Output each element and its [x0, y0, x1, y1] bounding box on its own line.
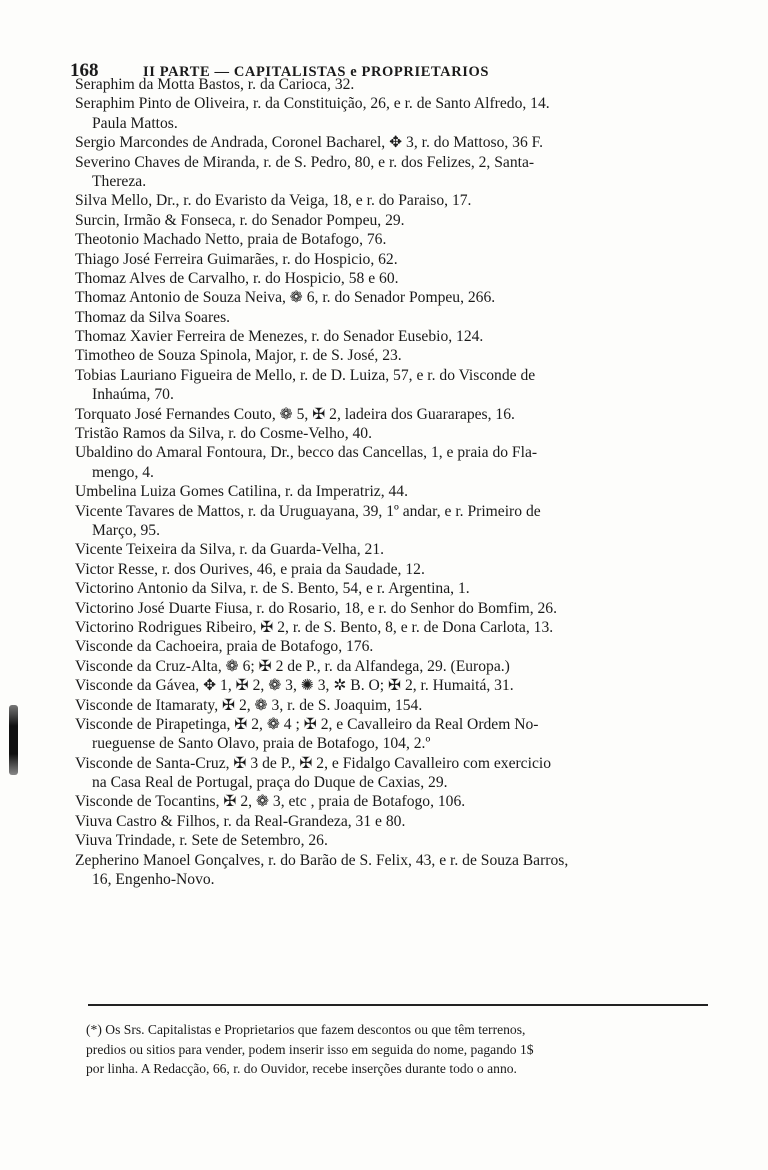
footnote-line: (*) Os Srs. Capitalistas e Proprietarios que fazem descontos ou que têm terrenos, — [86, 1022, 526, 1037]
directory-entry — [75, 696, 715, 715]
entry-line: Visconde de Tocantins, ✠ 2, ❁ 3, etc , praia de Botafogo, 106. — [75, 793, 466, 811]
footnote-line: predios ou sitios para vender, podem inserir isso em seguida do nome, pagando 1$ — [86, 1041, 534, 1057]
directory-entry — [75, 443, 715, 482]
entry-line: Sergio Marcondes de Andrada, Coronel Bacharel, ✥ 3, r. do Mattoso, 36 F. — [75, 134, 543, 152]
entry-continuation: 16, Engenho-Novo. — [92, 871, 215, 889]
directory-entry — [75, 502, 715, 541]
entry-line: Victor Resse, r. dos Ourives, 46, e praia da Saudade, 12. — [75, 560, 425, 578]
entry-continuation: Inhaúma, 70. — [92, 386, 174, 404]
directory-entry — [75, 560, 715, 579]
entry-line: Visconde da Gávea, ✥ 1, ✠ 2, ❁ 3, ✺ 3, ✲ B. O; ✠ 2, r. Humaitá, 31. — [75, 677, 514, 695]
entry-line: Tristão Ramos da Silva, r. do Cosme-Velho, 40. — [75, 425, 373, 443]
entry-line: Viuva Trindade, r. Sete de Setembro, 26. — [75, 832, 328, 850]
directory-list — [75, 75, 715, 889]
directory-entry — [75, 831, 715, 850]
directory-entry — [75, 308, 715, 327]
directory-entry — [75, 269, 715, 288]
entry-continuation: Março, 95. — [92, 521, 160, 539]
entry-line: Thomaz Alves de Carvalho, r. do Hospicio, 58 e 60. — [75, 269, 399, 287]
entry-line: Umbelina Luiza Gomes Catilina, r. da Imperatriz, 44. — [75, 483, 408, 501]
entry-line: Surcin, Irmão & Fonseca, r. do Senador Pompeu, 29. — [75, 211, 405, 229]
entry-line: Thomaz Antonio de Souza Neiva, ❁ 6, r. do Senador Pompeu, 266. — [75, 289, 496, 307]
entry-line: Tobias Lauriano Figueira de Mello, r. de D. Luiza, 57, e r. do Visconde de — [75, 366, 536, 384]
entry-line: Visconde da Cachoeira, praia de Botafogo, 176. — [75, 638, 374, 656]
entry-continuation: mengo, 4. — [92, 463, 154, 481]
entry-line: Viuva Castro & Filhos, r. da Real-Grandeza, 31 e 80. — [75, 812, 406, 830]
directory-entry — [75, 482, 715, 501]
directory-entry — [75, 540, 715, 559]
entry-line: Thomaz da Silva Soares. — [75, 308, 231, 326]
entry-line: Severino Chaves de Miranda, r. de S. Pedro, 80, e r. dos Felizes, 2, Santa- — [75, 153, 535, 171]
directory-entry — [75, 754, 715, 793]
directory-entry — [75, 346, 715, 365]
directory-entry — [75, 327, 715, 346]
entry-line: Victorino Rodrigues Ribeiro, ✠ 2, r. de S. Bento, 8, e r. de Dona Carlota, 13. — [75, 618, 554, 636]
entry-line: Theotonio Machado Netto, praia de Botafogo, 76. — [75, 231, 387, 249]
entry-line: Visconde de Pirapetinga, ✠ 2, ❁ 4 ; ✠ 2, e Cavalleiro da Real Ordem No- — [75, 715, 539, 733]
directory-entry — [75, 424, 715, 443]
directory-entry — [75, 153, 715, 192]
directory-entry — [75, 288, 715, 307]
entry-line: Visconde de Itamaraty, ✠ 2, ❁ 3, r. de S. Joaquim, 154. — [75, 696, 423, 714]
directory-entry — [75, 94, 715, 133]
entry-line: Seraphim Pinto de Oliveira, r. da Constituição, 26, e r. de Santo Alfredo, 14. — [75, 95, 550, 113]
entry-continuation: Thereza. — [92, 172, 147, 190]
directory-entry — [75, 366, 715, 405]
directory-entry — [75, 657, 715, 676]
directory-entry — [75, 579, 715, 598]
entry-line: Vicente Tavares de Mattos, r. da Uruguayana, 39, 1º andar, e r. Primeiro de — [75, 502, 541, 520]
entry-continuation: rueguense de Santo Olavo, praia de Botafogo, 104, 2.º — [92, 735, 431, 753]
footnote-line: por linha. A Redacção, 66, r. do Ouvidor, recebe inserções durante todo o anno. — [86, 1061, 517, 1076]
directory-entry — [75, 250, 715, 269]
directory-entry — [75, 405, 715, 424]
entry-line: Timotheo de Souza Spinola, Major, r. de S. José, 23. — [75, 347, 402, 365]
entry-line: Silva Mello, Dr., r. do Evaristo da Veiga, 18, e r. do Paraiso, 17. — [75, 192, 472, 210]
footnote — [86, 1020, 711, 1079]
page-number: 168 — [70, 60, 99, 81]
entry-line: Visconde da Cruz-Alta, ❁ 6; ✠ 2 de P., r. da Alfandega, 29. (Europa.) — [75, 657, 510, 675]
directory-entry — [75, 191, 715, 210]
entry-line: Ubaldino do Amaral Fontoura, Dr., becco das Cancellas, 1, e praia do Fla- — [75, 444, 538, 462]
entry-line: Victorino José Duarte Fiusa, r. do Rosario, 18, e r. do Senhor do Bomfim, 26. — [75, 599, 557, 617]
directory-entry — [75, 75, 715, 94]
entry-line: Visconde de Santa-Cruz, ✠ 3 de P., ✠ 2, e Fidalgo Cavalleiro com exercicio — [75, 754, 551, 772]
directory-entry — [75, 133, 715, 152]
entry-line: Victorino Antonio da Silva, r. de S. Bento, 54, e r. Argentina, 1. — [75, 580, 470, 598]
footnote-divider — [88, 1004, 708, 1006]
scan-mark — [9, 705, 18, 775]
directory-entry — [75, 812, 715, 831]
directory-entry — [75, 637, 715, 656]
entry-line: Zepherino Manoel Gonçalves, r. do Barão de S. Felix, 43, e r. de Souza Barros, — [75, 851, 569, 869]
directory-entry — [75, 599, 715, 618]
entry-line: Thiago José Ferreira Guimarães, r. do Hospicio, 62. — [75, 250, 398, 268]
entry-line: Vicente Teixeira da Silva, r. da Guarda-Velha, 21. — [75, 541, 385, 559]
entry-line: Seraphim da Motta Bastos, r. da Carioca, 32. — [75, 76, 355, 93]
entry-continuation: Paula Mattos. — [92, 114, 178, 132]
directory-entry — [75, 618, 715, 637]
directory-entry — [75, 715, 715, 754]
entry-continuation: na Casa Real de Portugal, praça do Duque de Caxias, 29. — [92, 774, 448, 792]
section-title: II PARTE — CAPITALISTAS e PROPRIETARIOS — [143, 64, 490, 80]
entry-line: Thomaz Xavier Ferreira de Menezes, r. do Senador Eusebio, 124. — [75, 328, 484, 346]
directory-entry — [75, 792, 715, 811]
directory-entry — [75, 851, 715, 890]
directory-entry — [75, 230, 715, 249]
directory-entry — [75, 676, 715, 695]
directory-entry — [75, 211, 715, 230]
entry-line: Torquato José Fernandes Couto, ❁ 5, ✠ 2, ladeira dos Guararapes, 16. — [75, 405, 515, 423]
